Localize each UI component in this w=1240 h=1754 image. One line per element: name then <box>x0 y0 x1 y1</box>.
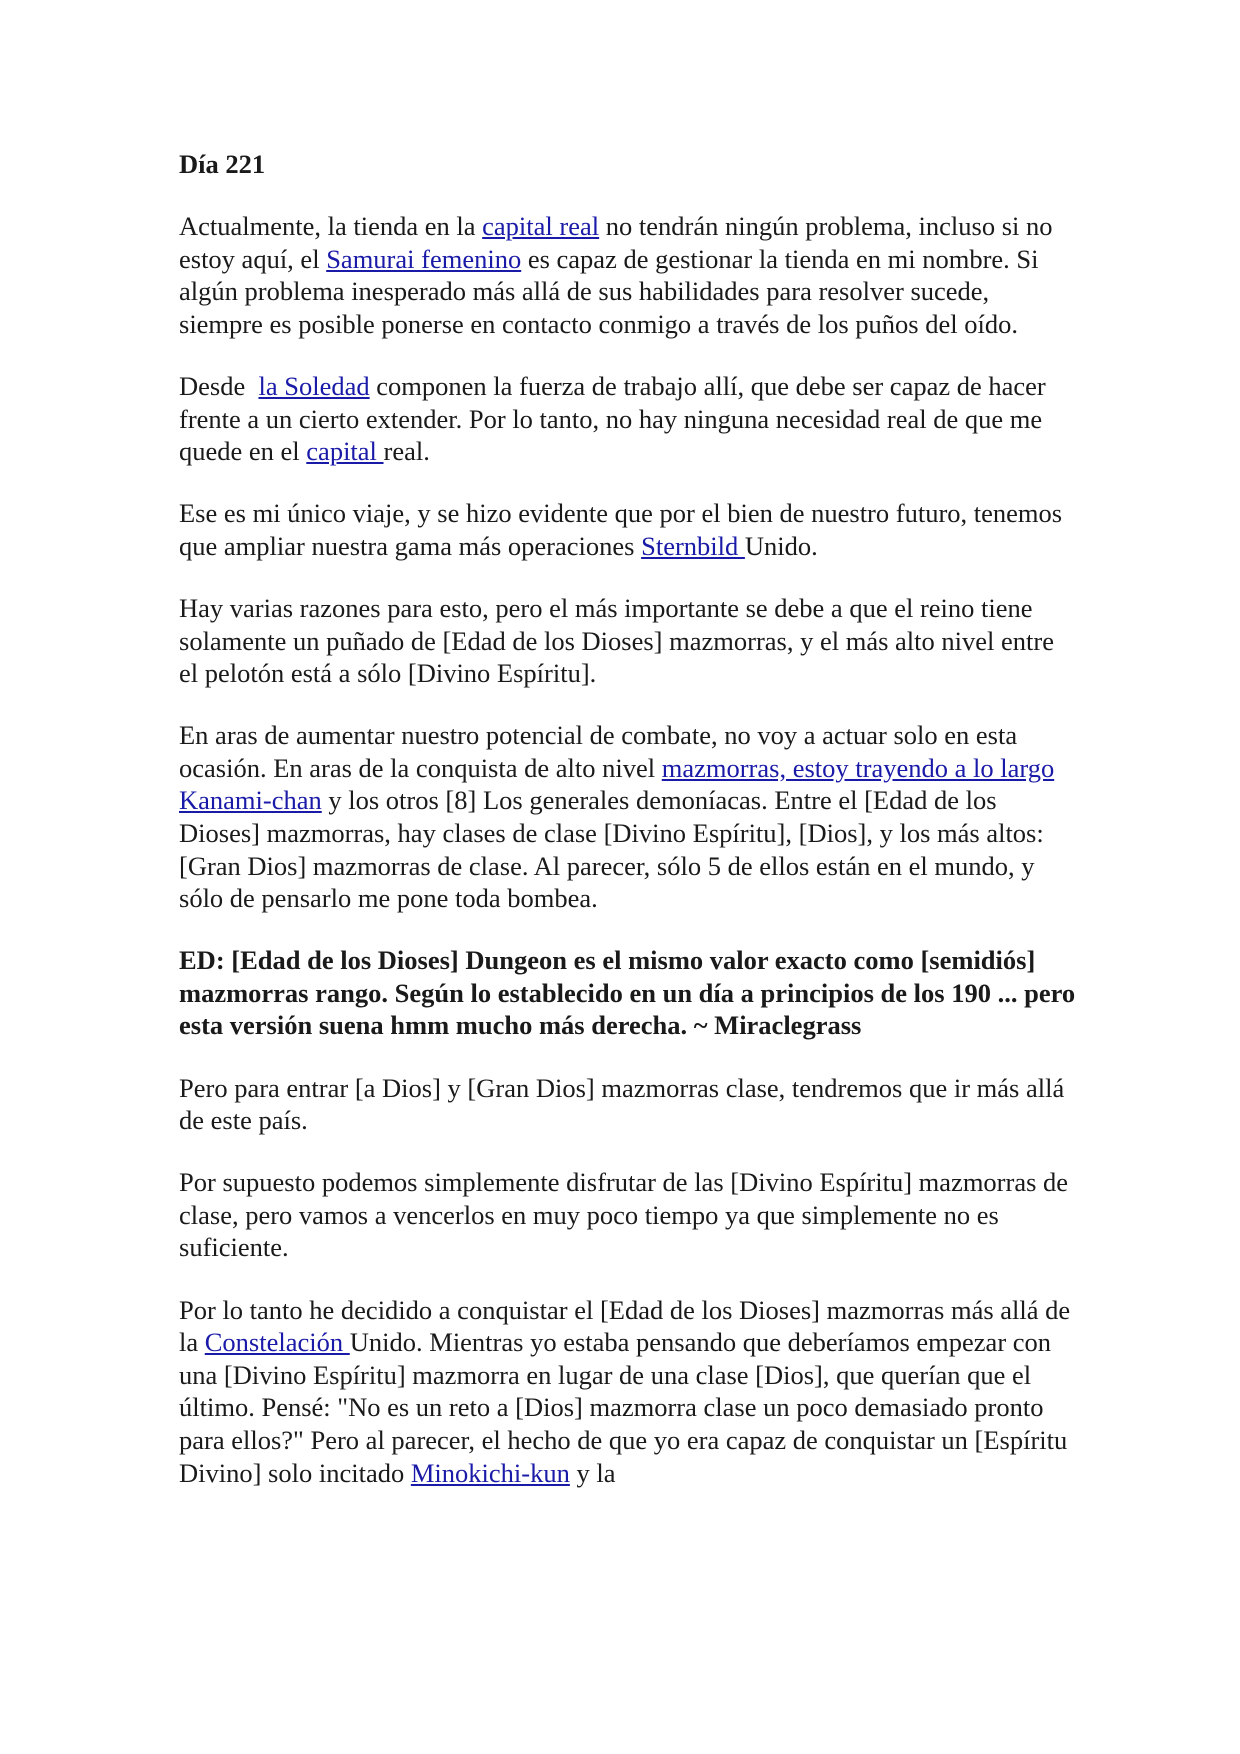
paragraph-8 <box>179 1294 1079 1490</box>
text: y los otros [8] Los generales demoníacas. Entre el [Edad de los Dioses] mazmorras, hay clases de clase [Divino Espíritu], [Dios], y los más altos: [Gran Dios] mazmorras de clase. Al parecer, sólo 5 de ellos están en el mundo, y sólo de pensarlo me pone toda bombea. <box>179 785 1044 914</box>
paragraph-3 <box>179 497 1079 562</box>
paragraph-4: Hay varias razones para esto, pero el más importante se debe a que el reino tiene solamente un puñado de [Edad de los Dioses] mazmorras, y el más alto nivel entre el pelotón está a sólo [Divino Espíritu]. <box>179 592 1054 689</box>
page-title: Día 221 <box>179 149 266 179</box>
paragraph-7: Por supuesto podemos simplemente disfrutar de las [Divino Espíritu] mazmorras de clase, pero vamos a vencerlos en muy poco tiempo ya que simplemente no es suficiente. <box>179 1167 1069 1263</box>
link-sternbild[interactable]: Sternbild <box>641 530 745 561</box>
text: Desde <box>179 370 259 401</box>
link-samurai-femenino[interactable]: Samurai femenino <box>326 243 522 274</box>
text: Unido. <box>744 530 818 561</box>
link-minokichi-kun[interactable]: Minokichi-kun <box>410 1457 570 1488</box>
paragraph-2 <box>179 370 1079 468</box>
text: no tendrán ningún problema, incluso si no estoy aquí, el <box>179 211 1053 274</box>
link-la-soledad[interactable]: la Soledad <box>258 370 370 401</box>
text: Ese es mi único viaje, y se hizo evidente que por el bien de nuestro futuro, tenemos que ampliar nuestra gama más operaciones <box>179 498 1063 561</box>
editor-note: ED: [Edad de los Dioses] Dungeon es el mismo valor exacto como [semidiós] mazmorras rango. Según lo establecido en un día a principios de los 190 ... pero esta versión suena hmm mucho más derecha. ~ Miraclegrass <box>179 945 1076 1041</box>
text: En aras de aumentar nuestro potencial de combate, no voy a actuar solo en esta ocasión. En aras de la conquista de alto nivel <box>179 720 1018 783</box>
paragraph-6: Pero para entrar [a Dios] y [Gran Dios] mazmorras clase, tendremos que ir más allá de este país. <box>179 1072 1065 1136</box>
link-constelacion[interactable]: Constelación <box>204 1327 350 1358</box>
text: componen la fuerza de trabajo allí, que debe ser capaz de hacer frente a un cierto extender. Por lo tanto, no hay ninguna necesidad real de que me quede en el <box>179 370 1046 467</box>
text: es capaz de gestionar la tienda en mi nombre. Si algún problema inesperado más allá de sus habilidades para resolver sucede, siempre es posible ponerse en contacto conmigo a través de los puños del oído. <box>179 243 1039 339</box>
text: Unido. Mientras yo estaba pensando que deberíamos empezar con una [Divino Espíritu] mazmorra en lugar de una clase [Dios], que querían que el último. Pensé: "No es un reto a [Dios] mazmorra clase un poco demasiado pronto para ellos?" Pero al parecer, el hecho de que yo era capaz de conquistar un [Espíritu Divino] solo incitado <box>179 1327 1068 1488</box>
paragraph-1 <box>179 210 1079 340</box>
text: y la <box>569 1457 616 1488</box>
text: real. <box>383 436 430 467</box>
text: Actualmente, la tienda en la <box>179 211 483 242</box>
link-capital[interactable]: capital <box>306 436 384 467</box>
text: Por lo tanto he decidido a conquistar el [Edad de los Dioses] mazmorras más allá de la <box>179 1294 1071 1358</box>
document-page <box>179 148 1079 1519</box>
link-mazmorras-kanami-chan[interactable]: mazmorras, estoy trayendo a lo largo Kanami-chan <box>179 752 1055 816</box>
link-capital-real[interactable]: capital real <box>482 211 600 242</box>
paragraph-5 <box>179 719 1079 915</box>
